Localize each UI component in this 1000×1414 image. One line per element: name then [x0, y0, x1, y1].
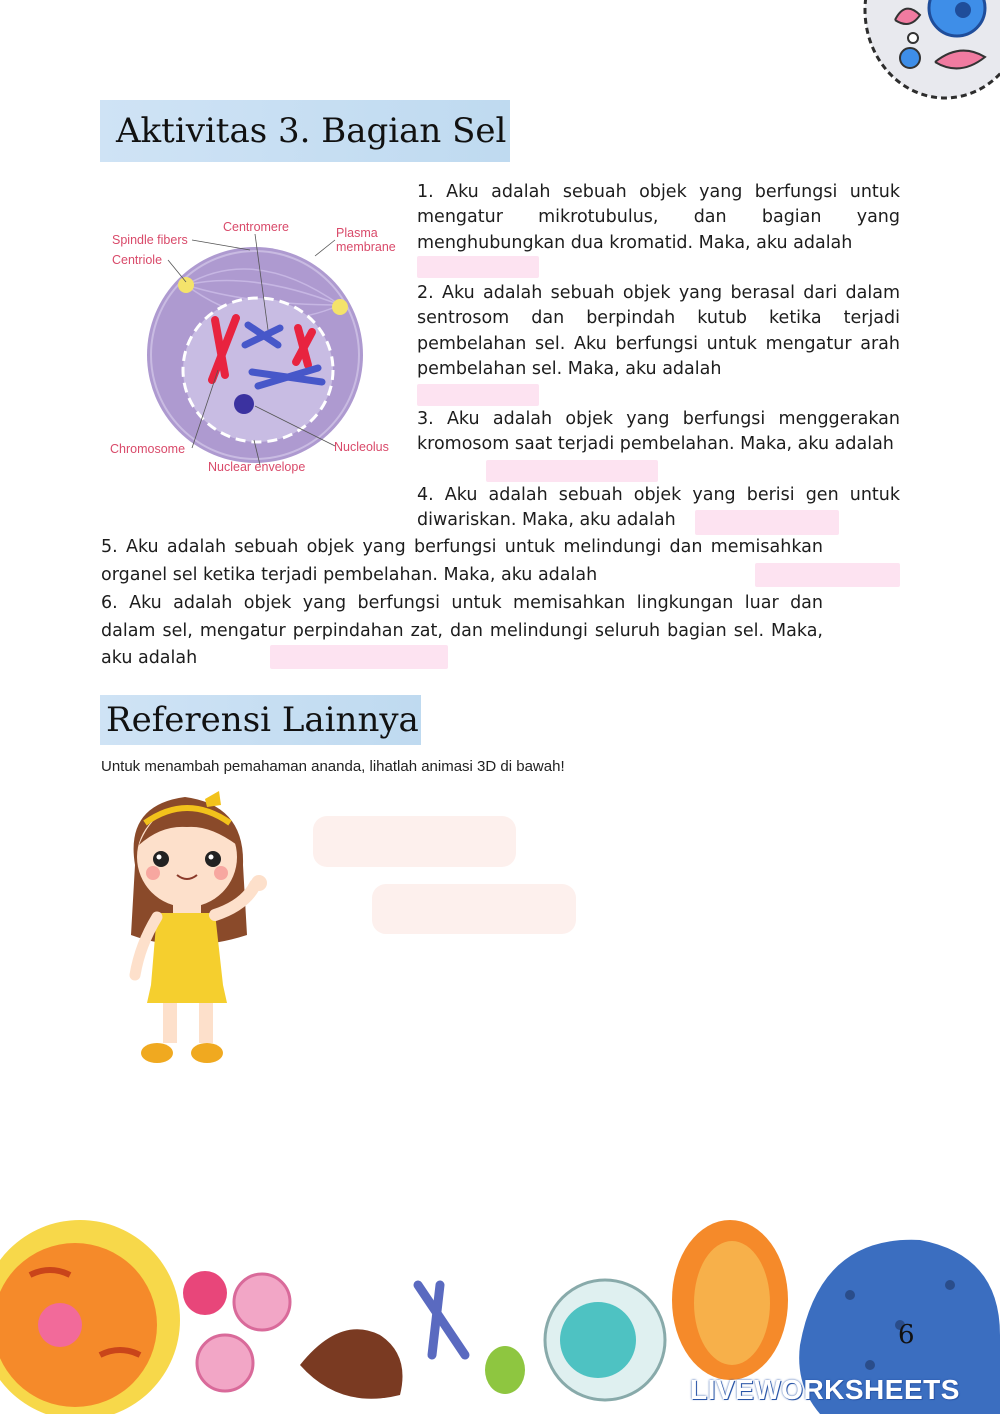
- answer-blank-5[interactable]: [755, 563, 900, 587]
- speech-bubble-1[interactable]: [313, 816, 516, 867]
- speech-bubble-2[interactable]: [372, 884, 576, 934]
- question-1: 1. Aku adalah sebuah objek yang berfungsi untuk mengatur mikrotubulus, dan bagian yang menghubungkan dua kromatid. Maka, aku adalah: [417, 182, 900, 253]
- label-spindle-fibers: Spindle fibers: [112, 233, 188, 247]
- girl-illustration: [115, 785, 275, 1075]
- reference-title: Referensi Lainnya: [100, 695, 421, 745]
- question-4: 4. Aku adalah sebuah objek yang berisi gen untuk diwariskan. Maka, aku adalah: [417, 485, 900, 531]
- label-nuclear-envelope: Nuclear envelope: [208, 460, 306, 474]
- question-5: 5. Aku adalah sebuah objek yang berfungsi untuk melindungi dan memisahkan organel sel ketika terjadi pembelahan. Maka, aku adalah: [101, 537, 823, 585]
- label-centriole: Centriole: [112, 253, 163, 267]
- label-nucleolus: Nucleolus: [334, 440, 389, 454]
- answer-blank-3[interactable]: [486, 460, 658, 482]
- answer-blank-1[interactable]: [417, 256, 539, 278]
- liveworksheets-logo[interactable]: LIVEWORKSHEETS: [690, 1374, 960, 1405]
- activity-title: Aktivitas 3. Bagian Sel: [100, 100, 510, 162]
- label-plasma: Plasma: [336, 226, 378, 240]
- label-chromosome: Chromosome: [110, 442, 186, 456]
- decorative-cell-top: [855, 0, 1000, 100]
- cell-division-diagram: [100, 210, 410, 490]
- answer-blank-6[interactable]: [270, 645, 448, 669]
- label-centromere: Centromere: [223, 220, 289, 234]
- reference-text: Untuk menambah pemahaman ananda, lihatlah animasi 3D di bawah!: [101, 758, 565, 775]
- answer-blank-4[interactable]: [695, 510, 839, 535]
- page-number: 6: [898, 1320, 915, 1350]
- question-6: 6. Aku adalah objek yang berfungsi untuk memisahkan lingkungan luar dan dalam sel, mengatur perpindahan zat, dan melindungi seluruh bagian sel. Maka, aku adalah: [101, 593, 823, 668]
- label-membrane: membrane: [336, 240, 396, 254]
- question-2: 2. Aku adalah sebuah objek yang berasal dari dalam sentrosom dan berpindah kutub ketika terjadi pembelahan sel. Aku berfungsi untuk mengatur arah pembelahan sel. Maka, aku adalah: [417, 283, 900, 379]
- question-3: 3. Aku adalah objek yang berfungsi menggerakan kromosom saat terjadi pembelahan. Maka, aku adalah: [417, 409, 900, 455]
- answer-blank-2[interactable]: [417, 384, 539, 406]
